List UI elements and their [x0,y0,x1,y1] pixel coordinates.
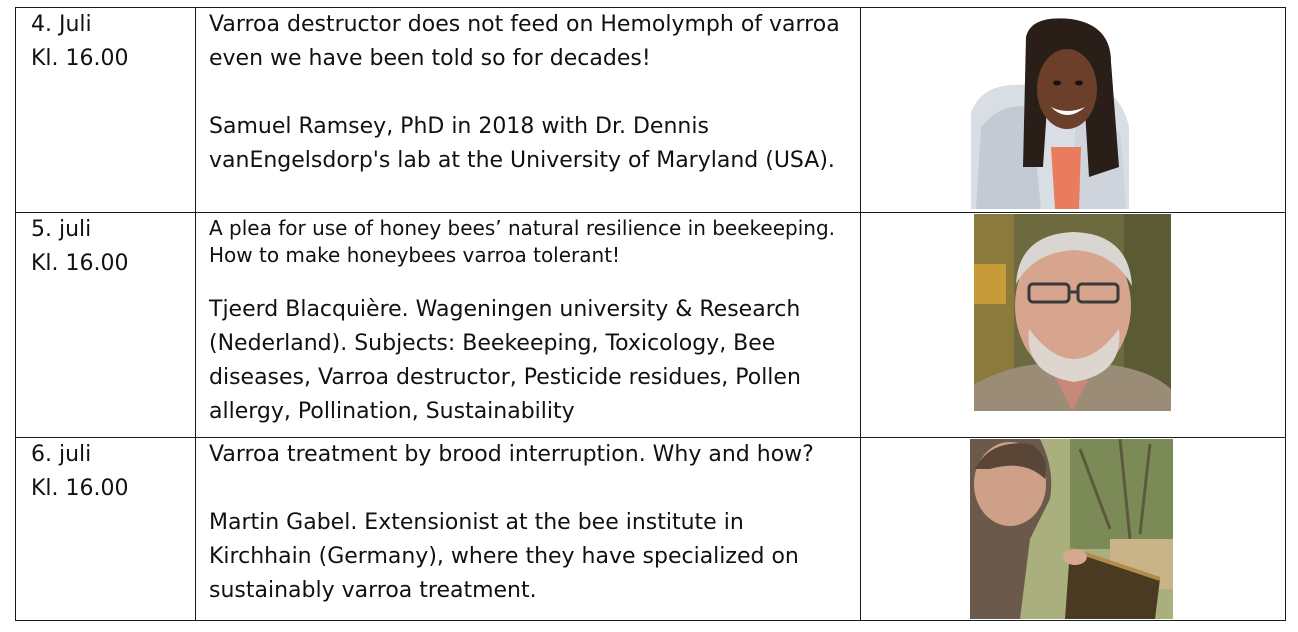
lecture-time: Kl. 16.00 [31,46,129,71]
photo-cell [861,213,1286,438]
lecture-title: A plea for use of honey bees’ natural resilience in beekeeping. How to make honeybees varroa tolerant! [209,216,835,267]
lecture-date: 6. juli [31,442,92,467]
lecture-title: Varroa destructor does not feed on Hemolymph of varroa even we have been told so for decades! [209,12,840,71]
speaker-bio: Martin Gabel. Extensionist at the bee institute in Kirchhain (Germany), where they have specialized on sustainably varroa treatment. [209,510,799,603]
date-cell [16,438,196,621]
photo-cell [861,8,1286,213]
date-cell [16,213,196,438]
lecture-time: Kl. 16.00 [31,476,129,501]
photo-cell [861,438,1286,621]
speaker-photo [974,214,1171,411]
speaker-photo [971,17,1129,209]
speaker-bio: Samuel Ramsey, PhD in 2018 with Dr. Dennis vanEngelsdorp's lab at the University of Maryland (USA). [209,114,835,173]
table-row [16,438,1286,621]
table-row [16,8,1286,213]
date-cell [16,8,196,213]
description-cell [196,213,861,438]
speaker-photo [970,439,1173,619]
description-cell [196,8,861,213]
lecture-date: 4. Juli [31,12,92,37]
table-row [16,213,1286,438]
lecture-title: Varroa treatment by brood interruption. Why and how? [209,442,814,467]
description-cell [196,438,861,621]
speaker-bio: Tjeerd Blacquière. Wageningen university & Research (Nederland). Subjects: Beekeeping, Toxicology, Bee diseases, Varroa destructor, Pesticide residues, Pollen allergy, Pollination, Sustainability [209,297,801,424]
lecture-schedule-table [15,7,1286,621]
lecture-time: Kl. 16.00 [31,251,129,276]
lecture-date: 5. juli [31,217,92,242]
